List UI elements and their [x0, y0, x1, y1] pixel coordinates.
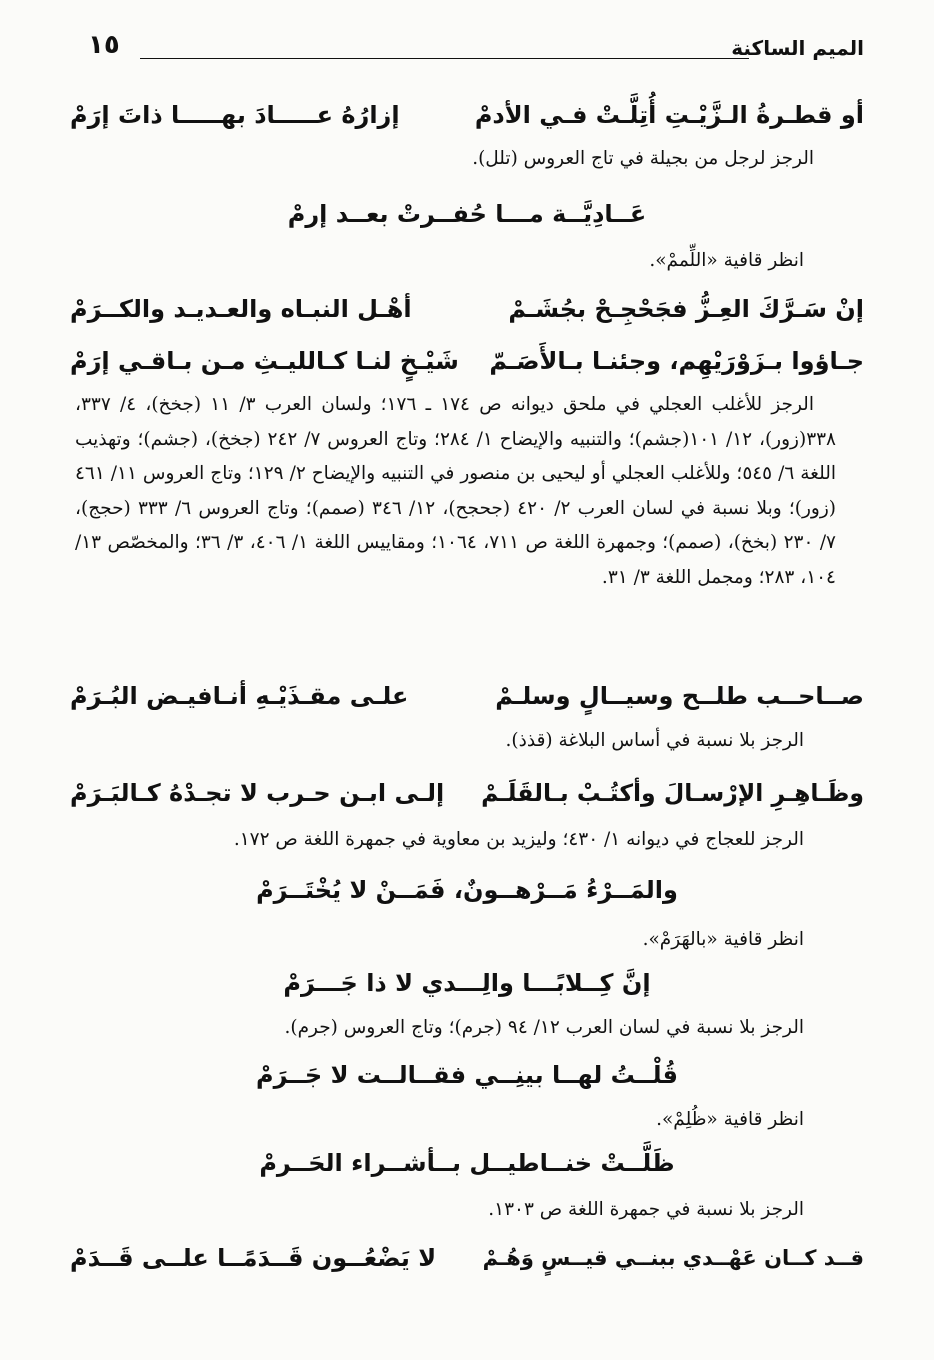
verse-second-hemistich: شَيْـخٍ لنـا كـالليـثِ مـن بـاقـي إرَمْ	[70, 347, 459, 375]
verse-second-hemistich: علـى مقـذَيْـهِ أنـافيـض البُـرَمْ	[70, 682, 409, 710]
chapter-title: الميم الساكنة	[731, 36, 864, 60]
verse-first-hemistich: أو قطـرةُ الـزَّيْـتِ أُتِلَّـتْ فـي الأدمْ	[474, 101, 864, 129]
verse-second-hemistich: إزارُهُ عـــــادَ بهـــــا ذاتَ إرَمْ	[70, 101, 400, 129]
note-8: انظر قافية «ظُلِمْ».	[656, 1109, 804, 1130]
verse-second-hemistich: لا يَضْعُــون قَــدَمًــا علــى قَــدَمْ	[70, 1244, 437, 1272]
verse-5	[70, 775, 864, 811]
verse-first-hemistich: قــد كــان عَهْــدي ببنــي قيــسٍ وَهُـمْ	[482, 1246, 864, 1270]
verse-second-hemistich: أهْـل النبـاه والعـديـد والكــرَمْ	[70, 295, 412, 323]
page-number: ١٥	[88, 30, 120, 60]
note-1: الرجز لرجل من بجيلة في تاج العروس (تلل).	[472, 148, 814, 169]
verse-2	[70, 291, 864, 327]
verse-first-hemistich: جـاؤوا بـزَوْرَيْهِم، وجئنـا بـالأَصَـمّ	[489, 347, 864, 375]
single-verse-5: ظَلَّــتْ خنــاطيــل بــأشــراء الحَــرمْ	[259, 1149, 675, 1177]
verse-first-hemistich: إنْ سَـرَّكَ العِـزُّ فجَحْجِـحْ بجُشَـمْ	[508, 295, 864, 323]
single-verse-4: قُلْــتُ لهــا بينِــي فقــالــت لا جَــرَمْ	[256, 1061, 678, 1089]
note-5: الرجز للعجاج في ديوانه ١/ ٤٣٠؛ وليزيد بن معاوية في جمهرة اللغة ص ١٧٢.	[233, 829, 804, 850]
verse-first-hemistich: صــاحــب طلــح وسيــالٍ وسلـمْ	[495, 682, 864, 710]
verse-second-hemistich: إلـى ابـن حـرب لا تجـدْهُ كـالبَـرَمْ	[70, 779, 445, 807]
note-4: الرجز بلا نسبة في أساس البلاغة (قذذ).	[505, 730, 804, 751]
note-7: الرجز بلا نسبة في لسان العرب ١٢/ ٩٤ (جرم)؛ وتاج العروس (جرم).	[284, 1017, 804, 1038]
verse-6	[70, 1240, 864, 1276]
note-9: الرجز بلا نسبة في جمهرة اللغة ص ١٣٠٣.	[488, 1199, 804, 1220]
note-6: انظر قافية «بالهَرَمْ».	[642, 929, 804, 950]
page-header	[80, 30, 864, 70]
single-verse-2: والمَــرْءُ مَــرْهــونٌ، فَمَــنْ لا يُخْتَــرَمْ	[256, 876, 678, 904]
verse-3	[70, 343, 864, 379]
note-3: الرجز للأغلب العجلي في ملحق ديوانه ص ١٧٤ ـ ١٧٦؛ ولسان العرب ٣/ ١١ (جخخ)، ٤/ ٣٣٧، ٣٣٨(زور)، ١٢/ ١٠١(جشم)؛ والتنبيه والإيضاح ١/ ٢٨٤؛ وتاج العروس ٧/ ٢٤٢ (جخخ)، (جشم)؛ وتهذيب اللغة ٦/ ٥٤٥؛ وللأغلب العجلي أو ليحيى بن منصور في التنبيه والإيضاح ٢/ ١٢٩؛ وتاج العروس ١١/ ٤٦١ (زور)؛ وبلا نسبة في لسان العرب ٢/ ٤٢٠ (جحجح)، ١٢/ ٣٤٦ (صمم)؛ وتاج العروس ٦/ ٣٣٣ (حجج)، ٧/ ٢٣٠ (بخخ)، (صمم)؛ وجمهرة اللغة ص ٧١١، ١٠٦٤؛ ومقاييس اللغة ١/ ٤٠٦، ٣/ ٣٦؛ والمخصّص ١٣/ ١٠٤، ٢٨٣؛ ومجمل اللغة ٣/ ٣١.	[75, 394, 836, 588]
verse-1	[70, 97, 864, 133]
note-2: انظر قافية «اللِّممْ».	[649, 250, 804, 271]
verse-first-hemistich: وظَـاهِـرِ الإرْسـالَ وأكتُـبْ بـالقَلَـمْ	[481, 779, 864, 807]
header-rule	[140, 58, 749, 59]
single-verse-3: إنَّ كِــلابًـــا والِـــدي لا ذا جَـــرَمْ	[283, 969, 651, 997]
single-verse-1: عَــادِيَّــة مـــا حُفــرتْ بعــد إرمْ	[287, 200, 647, 228]
verse-4	[70, 678, 864, 714]
